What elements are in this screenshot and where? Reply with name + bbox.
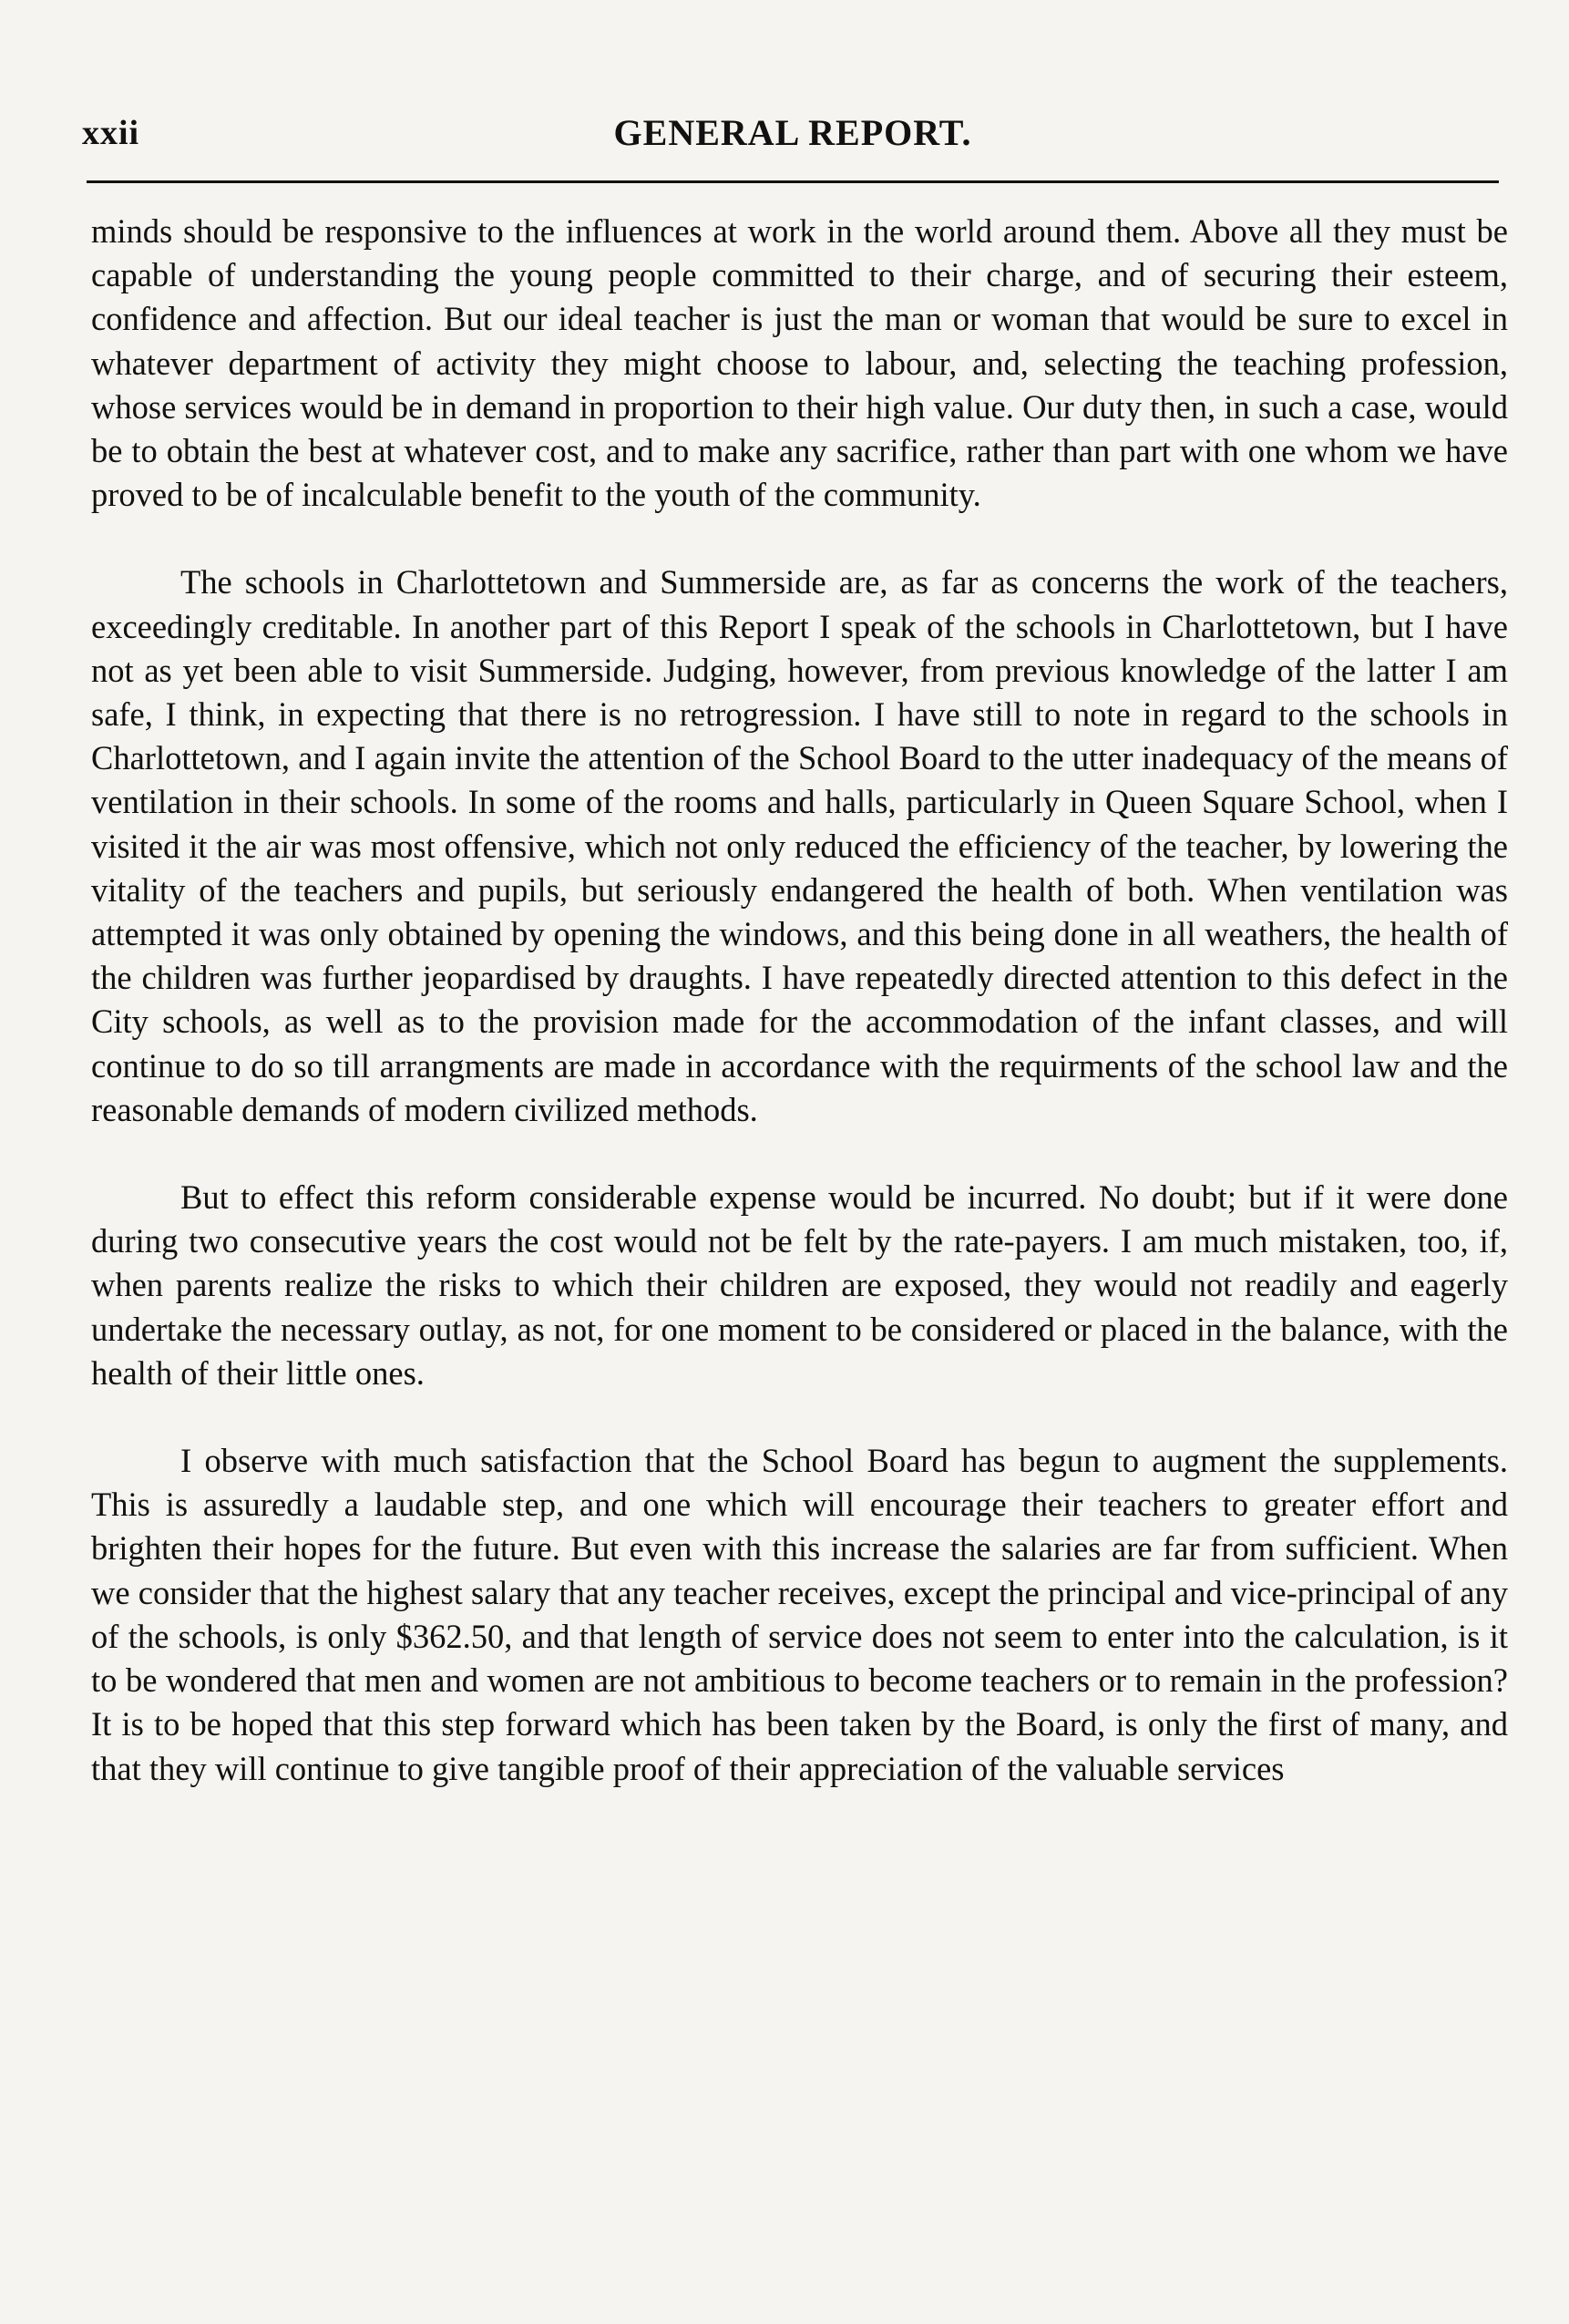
paragraph-reform-expense: But to effect this reform considerable expense would be incurred. No doubt; but if it were done during two consecutive years the cost would not be felt by the rate-payers. I am much mistaken, too, if, when parents realize the risks to which their children are exposed, they would not readily and eagerly undertake the necessary outlay, as not, for one moment to be considered or placed in the balance, with the health of their little ones. [91, 1178, 1508, 1392]
paragraph-salaries: I observe with much satisfaction that the School Board has begun to augment the supplements. This is assuredly a laudable step, and one which will encourage their teachers to greater effort and brighten their hopes for the future. But even with this increase the salaries are far from sufficient. When we consider that the highest salary that any teacher receives, except the principal and vice-principal of any of the schools, is only $362.50, and that length of service does not seem to enter into the calculation, is it to be wondered that men and women are not ambitious to become teachers or to remain in the profession? It is to be hoped that this step forward which has been taken by the Board, is only the first of many, and that they will continue to give tangible proof of their appreciation of the valuable services [91, 1442, 1508, 1787]
page-number: xxii [82, 114, 140, 152]
header-rule [87, 180, 1499, 183]
page-header [82, 108, 1503, 162]
running-title: GENERAL REPORT. [613, 112, 972, 153]
paragraph-city-schools: The schools in Charlottetown and Summerside are, as far as concerns the work of the teachers, exceedingly creditable. In another part of this Report I speak of the schools in Charlottetown, but I have not as yet been able to visit Summerside. Judging, however, from previous knowledge of the latter I am safe, I think, in expecting that there is no retrogression. I have still to note in regard to the schools in Charlottetown, and I again invite the attention of the School Board to the utter inadequacy of the means of ventilation in their schools. In some of the rooms and halls, particularly in Queen Square School, when I visited it the air was most offensive, which not only reduced the efficiency of the teacher, by lowering the vitality of the teachers and pupils, but seriously endangered the health of both. When ventilation was attempted it was only obtained by opening the windows, and this being done in all weathers, the health of the children was further jeopardised by draughts. I have repeatedly directed attention to this defect in the City schools, as well as to the provision made for the accommodation of the infant classes, and will continue to do so till arrangments are made in accordance with the requirments of the school law and the reasonable demands of modern civilized methods. [91, 563, 1508, 1128]
paragraph-continued: minds should be responsive to the influences at work in the world around them. Above all they must be capable of understanding the young people committed to their charge, and of securing their esteem, confidence and affection. But our ideal teacher is just the man or woman that would be sure to excel in whatever department of activity they might choose to labour, and, selecting the teaching profession, whose services would be in demand in proportion to their high value. Our duty then, in such a case, would be to obtain the best at whatever cost, and to make any sacrifice, rather than part with one whom we have proved to be of incalculable benefit to the youth of the community. [91, 212, 1508, 514]
report-body [91, 210, 1508, 1791]
